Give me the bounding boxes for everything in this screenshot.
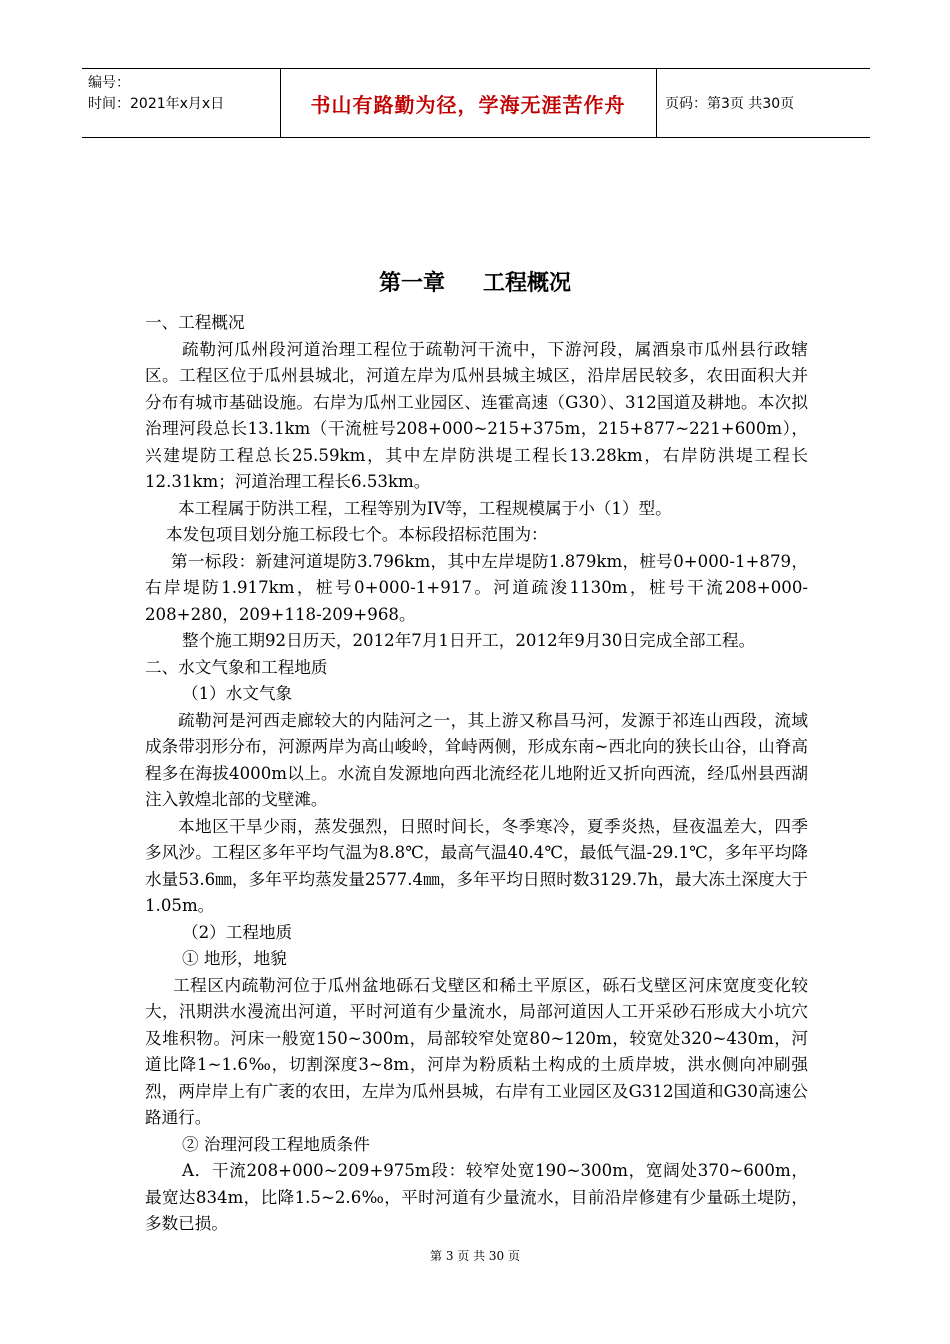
document-body <box>145 310 808 1238</box>
paragraph: 疏勒河是河西走廊较大的内陆河之一，其上游又称昌马河，发源于祁连山西段，流域成条带羽形分布，河源两岸为高山峻岭，耸峙两侧，形成东南~西北向的狭长山谷，山脊高程多在海拔4000m以上。水流自发源地向西北流经花儿地附近又折向西流，经瓜州县西湖注入敦煌北部的戈壁滩。 <box>145 710 808 809</box>
paragraph: 本发包项目划分施工标段七个。本标段招标范围为： <box>166 525 548 544</box>
page-footer: 第 3 页 共 30 页 <box>430 1249 520 1263</box>
paragraph: 第一标段：新建河道堤防3.796km，其中左岸堤防1.879km，桩号0+000-1+879，右岸堤防1.917km，桩号0+000-1+917。河道疏浚1130m，桩号干流208+000-208+280，209+118-209+968。 <box>145 551 808 624</box>
motto: 书山有路勤为径，学海无涯苦作舟 <box>310 92 626 117</box>
subsection-heading: ① 地形，地貌 <box>182 949 287 968</box>
header-page-cell <box>657 69 870 137</box>
paragraph: 整个施工期92日历天，2012年7月1日开工，2012年9月30日完成全部工程。 <box>182 631 756 650</box>
chapter-title <box>0 266 950 297</box>
subsection-heading: （2）工程地质 <box>182 922 293 942</box>
page-info: 页码：第3页 共30页 <box>665 96 795 112</box>
page-header <box>82 68 870 138</box>
subsection-heading: （1）水文气象 <box>182 684 293 703</box>
paragraph: 疏勒河瓜州段河道治理工程位于疏勒河干流中，下游河段，属酒泉市瓜州县行政辖区。工程区位于瓜州县城北，河道左岸为瓜州县城主城区，沿岸居民较多，农田面积大并分布有城市基础设施。右岸为瓜州工业园区、连霍高速（G30）、312国道及耕地。本次拟治理河段总长13.1km（干流桩号208+000~215+375m，215+877~221+600m），兴建堤防工程总长25.59km，其中左岸防洪堤工程长13.28km，右岸防洪堤工程长12.31km；河道治理工程长6.53km。 <box>145 339 808 491</box>
chapter-name: 工程概况 <box>483 271 572 296</box>
section-heading: 二、水文气象和工程地质 <box>145 657 328 677</box>
paragraph: 本地区干旱少雨，蒸发强烈，日照时间长，冬季寒冷，夏季炎热，昼夜温差大，四季多风沙。工程区多年平均气温为8.8℃，最高气温40.4℃，最低气温-29.1℃，多年平均降水量53.6㎜，多年平均蒸发量2577.4㎜，多年平均日照时数3129.7h，最大冻土深度大于1.05m。 <box>145 816 808 915</box>
subsection-heading: ② 治理河段工程地质条件 <box>182 1134 370 1154</box>
paragraph: 本工程属于防洪工程，工程等别为IV等，工程规模属于小（1）型。 <box>178 498 672 518</box>
section-heading: 一、工程概况 <box>145 313 245 332</box>
header-motto-cell <box>280 69 657 137</box>
paragraph: A．干流208+000~209+975m段：较窄处宽190~300m，宽阔处370~600m，最宽达834m，比降1.5~2.6‰，平时河道有少量流水，目前沿岸修建有少量砾土堤防，多数已损。 <box>145 1161 808 1233</box>
header-meta-cell <box>82 69 281 137</box>
number-label: 编号： <box>88 75 130 91</box>
paragraph: 工程区内疏勒河位于瓜州盆地砾石戈壁区和稀土平原区，砾石戈壁区河床宽度变化较大，汛期洪水漫流出河道，平时河道有少量流水，局部河道因人工开采砂石形成大小坑穴及堆积物。河床一般宽150~300m，局部较窄处宽80~120m，较宽处320~430m，河道比降1~1.6‰，切割深度3~8m，河岸为粉质粘土构成的土质岸坡，洪水侧向冲刷强烈，两岸岸上有广袤的农田，左岸为瓜州县城，右岸有工业园区及G312国道和G30高速公路通行。 <box>145 975 808 1127</box>
date-label: 时间：2021年x月x日 <box>88 96 225 112</box>
chapter-number: 第一章 <box>378 271 445 296</box>
